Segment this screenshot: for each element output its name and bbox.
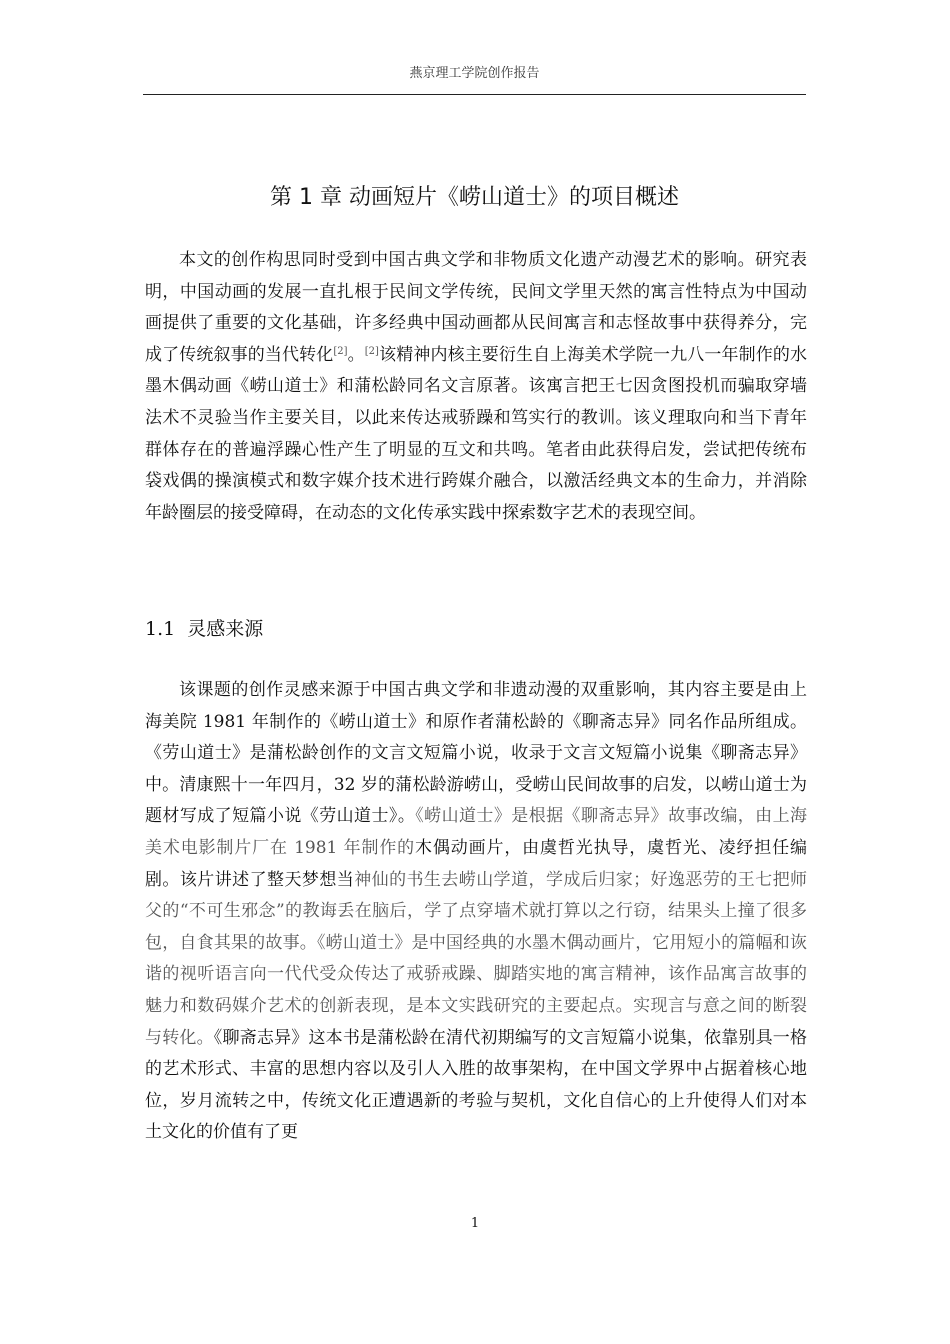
- intro-text-a: 本文的创作构思同时受到中国古典文学和非物质文化遗产动漫艺术的影响。研究表明，中国动画的发展一直扎根于民间文学传统，民间文学里天然的寓言性特点为中国动画提供了重要的文化基础，许多经典中国动画都从民间寓言和志怪故事中获得养分，完成了传统叙事的当代转化: [145, 250, 807, 365]
- section-title: 灵感来源: [187, 618, 264, 640]
- header-rule: [143, 94, 806, 95]
- section-number: 1.1: [145, 618, 176, 640]
- citation-ref: [2]: [364, 345, 379, 357]
- inspiration-text-1: 该课题的创作灵感来源于中国古典文学和非遗动漫的双重影响，其内容主要是由上海美院 1981 年制作的《崂山道士》和原作者蒲松龄的《聊斋志异》同名作品所组成。《劳山道士》是蒲松龄创作的文言文短篇小说，收录于文言文短篇小说集《聊斋志异》中。清康熙十一年四月，32 岁的蒲松龄游崂山，受崂山民间故事的启发，以崂山道士为题材写成了短篇小说《劳山道士》。: [145, 680, 807, 827]
- page-number: 1: [470, 1216, 480, 1231]
- inspiration-paragraph: [145, 675, 807, 1149]
- inspiration-text-2: 《崂山道士》是根据《聊斋志异》故事改编，由上海美术电影制片厂在 1981 年制作的: [145, 806, 808, 858]
- running-header: 燕京理工学院创作报告: [409, 66, 540, 81]
- chapter-title: 第 1 章 动画短片《崂山道士》的项目概述: [270, 185, 679, 210]
- citation-ref: [2]: [333, 345, 348, 357]
- intro-paragraph: [145, 245, 807, 529]
- inspiration-text-3: 木偶动画片，由虞哲光执导，虞哲光、凌纾担任编剧。该片讲述了整天梦想当: [145, 837, 807, 890]
- intro-text-b: 。: [347, 344, 365, 365]
- intro-text-c: 该精神内核主要衍生自上海美术学院一九八一年制作的水墨木偶动画《崂山道士》和蒲松龄同名文言原著。该寓言把王七因贪图投机而骗取穿墙法术不灵验当作主要关目，以此来传达戒骄躁和笃实行的教训。该义理取向和当下青年群体存在的普遍浮躁心性产生了明显的互文和共鸣。笔者由此获得启发，尝试把传统布袋戏偶的操演模式和数字媒介技术进行跨媒介融合，以激活经典文本的生命力，并消除年龄圈层的接受障碍，在动态的文化传承实践中探索数字艺术的表现空间。: [145, 344, 808, 523]
- section-heading: [145, 614, 263, 641]
- inspiration-text-4: 神仙的书生去崂山学道，学成后归家；好逸恶劳的王七把师父的“不可生邪念”的教诲丢在脑后，学了点穿墙术就打算以之行窃，结果头上撞了很多包，自食其果的故事。《崂山道士》是中国经典的水墨木偶动画片，它用短小的篇幅和诙谐的视听语言向一代代受众传达了戒骄戒躁、脚踏实地的寓言精神，该作品寓言故事的魅力和数码媒介艺术的创新表现，是本文实践研究的主要起点。实现言与意之间的断裂与转化。: [145, 869, 808, 1048]
- inspiration-text-5: 《聊斋志异》这本书是蒲松龄在清代初期编写的文言短篇小说集，依靠别具一格的艺术形式、丰富的思想内容以及引人入胜的故事架构，在中国文学界中占据着核心地位，岁月流转之中，传统文化正遭遇新的考验与契机，文化自信心的上升使得人们对本土文化的价值有了更: [145, 1027, 808, 1143]
